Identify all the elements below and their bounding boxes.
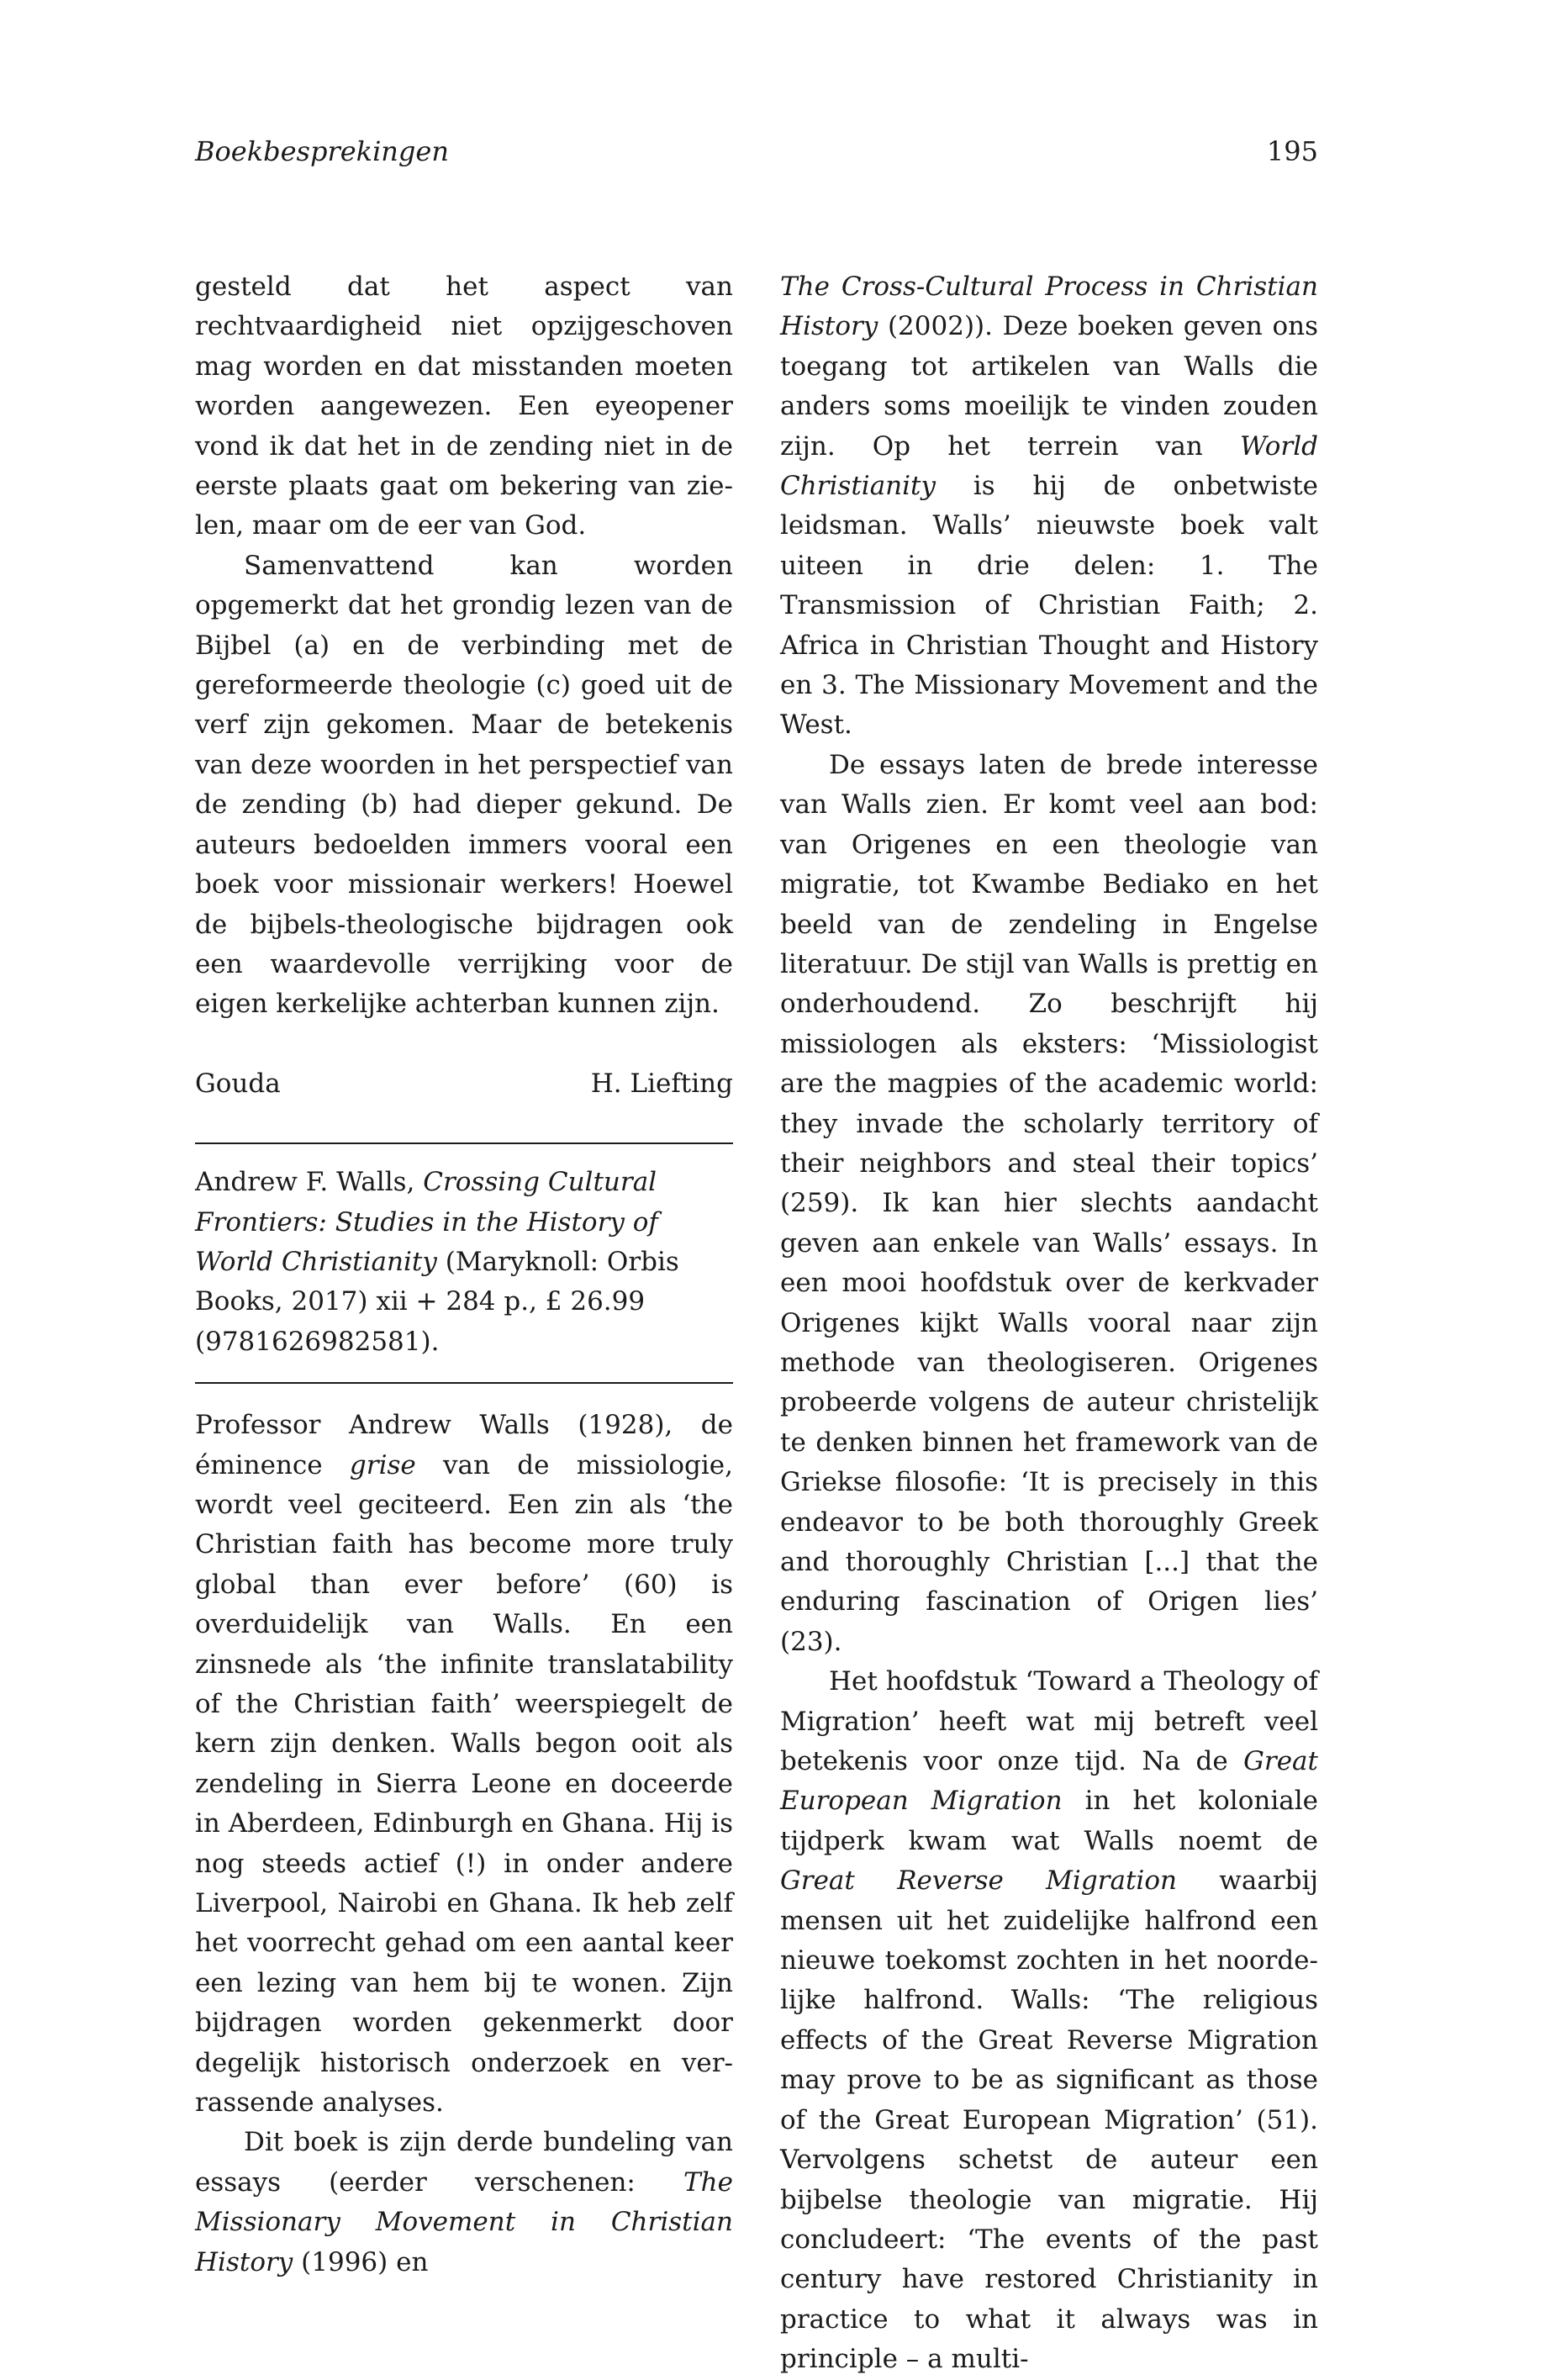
book-title: Crossing Cultural Frontiers: Studies in the History of World Christianity (195, 1167, 658, 1277)
paragraph-summary: Samenvattend kan worden opgemerkt dat het grondig lezen van de Bijbel (a) en de verbinding met de gereformeerde theologie (c) goed uit de verf zijn gekomen. Maar de betekenis van deze woorden in het perspectief van de zending (b) had dieper gekund. De auteurs bedoelden immers vooral een boek voor missionair werkers! Hoewel de bijbels-theologische bijdragen ook een waardevolle verrijking voor de eigen kerkelijke achterban kunnen zijn. (195, 550, 733, 1020)
signature-author: H. Liefting (590, 1068, 733, 1099)
review-paragraph-1 (195, 1406, 733, 2123)
text-run: Dit boek is zijn derde bundeling van essays (eerder verschenen: (195, 2127, 733, 2198)
text-run: is hij de onbetwiste leidsman. Walls’ nieuwste boek valt uiteen in drie delen: 1. The Transmission of Christian Faith; 2. Africa in Christian Thought and History en 3. The Missionary Movement and the West. (780, 471, 1318, 741)
review-paragraph-4 (780, 1662, 1318, 2379)
italic-run: Great Reverse Migration (780, 1865, 1177, 1897)
running-head (195, 133, 1318, 170)
italic-run: The Missionary Movement in Christian History (195, 2166, 733, 2277)
book-author: Andrew F. Walls, (195, 1167, 424, 1198)
text-run: Het hoofdstuk ‘Toward a Theology of Migration’ heeft wat mij betreft veel betekenis voor onze tijd. Na de (780, 1666, 1318, 1777)
text-run: (1996) en (293, 2246, 429, 2277)
text-run: in het koloniale tijdperk kwam wat Walls noemt de (780, 1786, 1318, 1856)
book-details: (Maryknoll: Orbis Books, 2017) xii + 284 p., £ 26.99 (9781626982581). (195, 1246, 679, 1357)
signature-place: Gouda (195, 1068, 281, 1099)
page-number: 195 (1266, 135, 1318, 167)
divider-top (195, 1143, 733, 1144)
text-run: waarbij mensen uit het zuidelijke halfrond een nieuwe toekomst zochten in het noordelijke halfrond. Walls: ‘The religious effects of the Great Reverse Migration may prove to be as significant as those of the Great European Migration’ (51). Vervolgens schetst de auteur een bijbelse theologie van migratie. Hij concludeert: ‘The events of the past century have restored Christianity in practice to what it always was in principle – a multi- (780, 1865, 1318, 2375)
italic-run: The Cross-Cultural Process in Christian History (780, 272, 1318, 342)
italic-run: grise (349, 1449, 416, 1480)
divider-bottom (195, 1382, 733, 1384)
running-title: Boekbesprekingen (195, 135, 449, 167)
paragraph-continued: gesteld dat het aspect van rechtvaardigheid niet opzijgeschoven mag worden en dat misstanden moeten worden aangewezen. Een eyeopener vond ik dat het in de zending niet in de eerste plaats gaat om bekering van zielen, maar om de eer van God. (195, 272, 733, 541)
review-signature (195, 1064, 733, 1104)
review-paragraph-3: De essays laten de brede interesse van Walls zien. Er komt veel aan bod: van Origenes en een theologie van migratie, tot Kwambe Bediako en het beeld van de zendeling in Engelse literatuur. De stijl van Walls is prettig en onderhoudend. Zo beschrijft hij missiologen als eksters: ‘Missiologist are the magpies of the academic world: they invade the scholarly territory of their neighbors and steal their topics’ (259). Ik kan hier slechts aandacht geven aan enkele van Walls’ essays. In een mooi hoofdstuk over de kerkvader Origenes kijkt Walls vooral naar zijn methode van theologiseren. Origenes probeerde volgens de auteur christelijk te denken binnen het framework van de Griekse filosofie: ‘It is precisely in this endeavor to be both thoroughly Greek and thoroughly Christian [...] that the enduring fascination of Origen lies’ (23). (780, 749, 1318, 1657)
text-run: (2002)). Deze boeken geven ons toegang tot artikelen van Walls die anders soms moeilijk te vinden zouden zijn. Op het terrein van (780, 311, 1318, 462)
review-paragraph-2 (195, 2123, 733, 2282)
right-column (780, 267, 1318, 2380)
italic-run: Great European Migration (780, 1746, 1318, 1817)
review-paragraph-2-continued (780, 267, 1318, 746)
left-column (195, 267, 733, 2282)
text-run: Professor Andrew Walls (1928), de éminence (195, 1410, 733, 1480)
text-run: van de missiologie, wordt veel geciteerd. Een zin als ‘the Christian faith has become more truly global than ever before’ (60) is overduidelijk van Walls. En een zinsnede als ‘the infinite translatability of the Christian faith’ weerspiegelt de kern zijn denken. Walls begon ooit als zendeling in Sierra Leone en doceerde in Aberdeen, Edinburgh en Ghana. Hij is nog steeds actief (!) in onder andere Liverpool, Nairobi en Ghana. Ik heb zelf het voorrecht gehad om een aantal keer een lezing van hem bij te wonen. Zijn bijdragen worden gekenmerkt door degelijk historisch onderzoek en verrassende analyses. (195, 1449, 733, 2119)
book-citation (195, 1163, 733, 1362)
italic-run: World Christianity (780, 430, 1318, 502)
